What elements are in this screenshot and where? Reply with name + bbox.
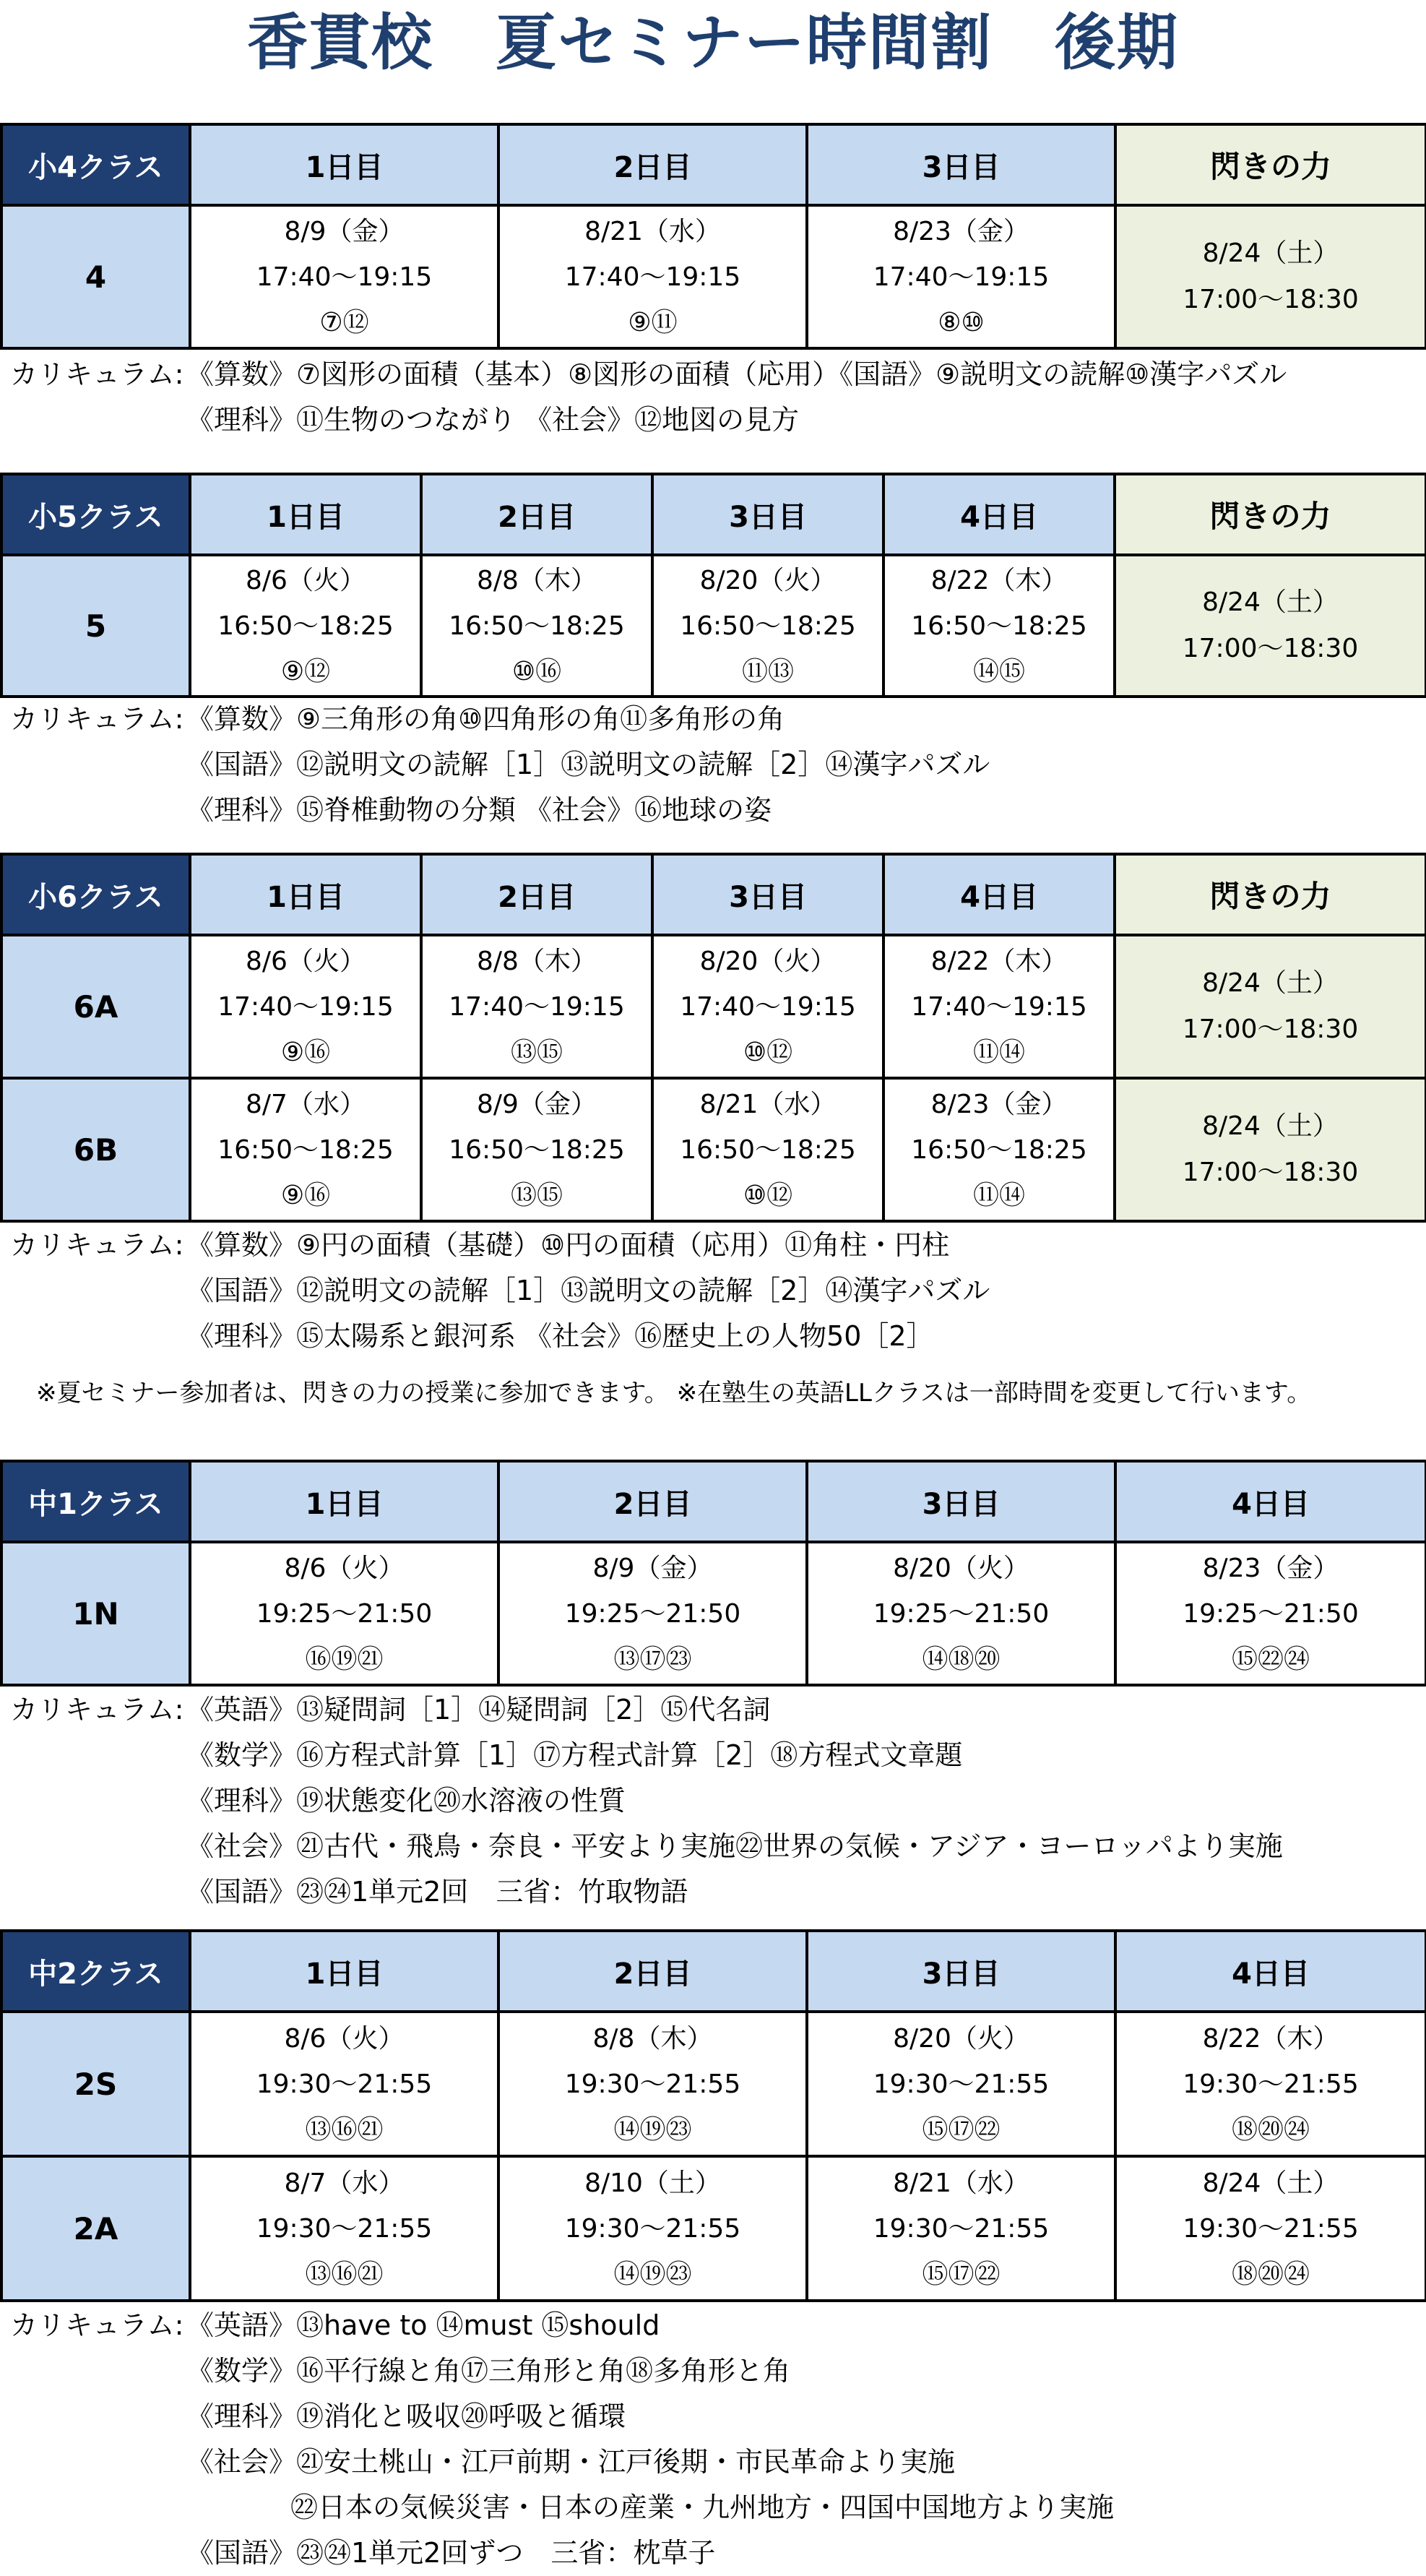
day-header: 1日目 xyxy=(190,1931,498,2012)
day-header: 3日目 xyxy=(807,1461,1115,1542)
session-cell: 8/9（金） 16:50～18:25 ⑬⑮ xyxy=(421,1078,652,1221)
session-cell: 8/21（水） 19:30～21:55 ⑮⑰㉒ xyxy=(807,2156,1115,2301)
session-cell: 8/20（火） 17:40～19:15 ⑩⑫ xyxy=(652,935,883,1078)
session-cell: 8/8（木） 19:30～21:55 ⑭⑲㉓ xyxy=(498,2012,807,2156)
day-header: 1日目 xyxy=(190,124,498,205)
group-label: 1N xyxy=(1,1542,190,1685)
session-cell: 8/22（木） 17:40～19:15 ⑪⑭ xyxy=(883,935,1115,1078)
flash-cell: 8/24（土） 17:00～18:30 xyxy=(1115,205,1426,348)
group-label: 6B xyxy=(1,1078,190,1221)
curriculum-line: 《理科》⑮脊椎動物の分類 《社会》⑯地球の姿 xyxy=(186,794,772,826)
group-label: 2A xyxy=(1,2156,190,2301)
curriculum-line: 《算数》⑦図形の面積（基本）⑧図形の面積（応用）《国語》⑨説明文の読解⑩漢字パズル xyxy=(186,358,1287,390)
session-cell: 8/9（金） 17:40～19:15 ⑦⑫ xyxy=(190,205,498,348)
curriculum-line: 《数学》⑯方程式計算［1］⑰方程式計算［2］⑱方程式文章題 xyxy=(186,1739,963,1771)
day-header: 3日目 xyxy=(807,124,1115,205)
class-name: 中1クラス xyxy=(1,1461,190,1542)
class-name: 小5クラス xyxy=(1,474,190,555)
session-cell: 8/10（土） 19:30～21:55 ⑭⑲㉓ xyxy=(498,2156,807,2301)
day-header: 4日目 xyxy=(1115,1931,1426,2012)
curriculum-line: 《社会》㉑古代・飛鳥・奈良・平安より実施㉒世界の気候・アジア・ヨーロッパより実施 xyxy=(186,1830,1283,1862)
class-name: 小4クラス xyxy=(1,124,190,205)
curriculum-line: 《理科》⑪生物のつながり 《社会》⑫地図の見方 xyxy=(186,404,800,436)
session-cell: 8/20（火） 16:50～18:25 ⑪⑬ xyxy=(652,555,883,697)
flash-header: 閃きの力 xyxy=(1115,854,1426,935)
day-header: 2日目 xyxy=(498,1931,807,2012)
curriculum-line: 《社会》㉑安土桃山・江戸前期・江戸後期・市民革命より実施 xyxy=(186,2446,956,2478)
session-cell: 8/6（火） 19:25～21:50 ⑯⑲㉑ xyxy=(190,1542,498,1685)
curriculum-line: 《英語》⑬have to ⑭must ⑮should xyxy=(186,2309,660,2341)
curriculum-label: カリキュラム: xyxy=(10,358,184,390)
day-header: 3日目 xyxy=(652,474,883,555)
curriculum-line: 《数学》⑯平行線と角⑰三角形と角⑱多角形と角 xyxy=(186,2355,791,2387)
curriculum-line: 《理科》⑲状態変化⑳水溶液の性質 xyxy=(186,1785,626,1817)
curriculum-line: 《国語》㉓㉔1単元2回 三省：竹取物語 xyxy=(186,1876,688,1908)
page-title: 香貫校 夏セミナー時間割 後期 xyxy=(246,7,1179,78)
group-label: 2S xyxy=(1,2012,190,2156)
schedule-table-grade4 xyxy=(0,123,1426,350)
flash-header: 閃きの力 xyxy=(1115,474,1426,555)
session-cell: 8/7（水） 16:50～18:25 ⑨⑯ xyxy=(190,1078,421,1221)
class-name: 中2クラス xyxy=(1,1931,190,2012)
curriculum-line: 《国語》⑫説明文の読解［1］⑬説明文の読解［2］⑭漢字パズル xyxy=(186,749,990,780)
footnote: ※夏セミナー参加者は、閃きの力の授業に参加できます。 ※在塾生の英語LLクラスは一部時間を変更して行います。 xyxy=(36,1379,1312,1408)
schedule-table-grade5 xyxy=(0,473,1426,698)
day-header: 1日目 xyxy=(190,474,421,555)
day-header: 1日目 xyxy=(190,1461,498,1542)
session-cell: 8/8（木） 16:50～18:25 ⑩⑯ xyxy=(421,555,652,697)
session-cell: 8/22（木） 19:30～21:55 ⑱⑳㉔ xyxy=(1115,2012,1426,2156)
curriculum-line: 《理科》⑮太陽系と銀河系 《社会》⑯歴史上の人物50［2］ xyxy=(186,1320,934,1352)
curriculum-label: カリキュラム: xyxy=(10,2309,184,2341)
session-cell: 8/6（火） 16:50～18:25 ⑨⑫ xyxy=(190,555,421,697)
session-cell: 8/6（火） 17:40～19:15 ⑨⑯ xyxy=(190,935,421,1078)
session-cell: 8/23（金） 17:40～19:15 ⑧⑩ xyxy=(807,205,1115,348)
flash-cell: 8/24（土） 17:00～18:30 xyxy=(1115,555,1426,697)
group-label: 6A xyxy=(1,935,190,1078)
day-header: 4日目 xyxy=(883,854,1115,935)
day-header: 2日目 xyxy=(498,124,807,205)
group-label: 4 xyxy=(1,205,190,348)
curriculum-label: カリキュラム: xyxy=(10,1694,184,1726)
day-header: 1日目 xyxy=(190,854,421,935)
curriculum-label: カリキュラム: xyxy=(10,703,184,735)
curriculum-line: ㉒日本の気候災害・日本の産業・九州地方・四国中国地方より実施 xyxy=(290,2491,1115,2523)
flash-cell: 8/24（土） 17:00～18:30 xyxy=(1115,1078,1426,1221)
day-header: 4日目 xyxy=(1115,1461,1426,1542)
session-cell: 8/7（水） 19:30～21:55 ⑬⑯㉑ xyxy=(190,2156,498,2301)
group-label: 5 xyxy=(1,555,190,697)
session-cell: 8/9（金） 19:25～21:50 ⑬⑰㉓ xyxy=(498,1542,807,1685)
schedule-table-grade6 xyxy=(0,853,1426,1223)
day-header: 2日目 xyxy=(421,854,652,935)
session-cell: 8/8（木） 17:40～19:15 ⑬⑮ xyxy=(421,935,652,1078)
curriculum-label: カリキュラム: xyxy=(10,1229,184,1261)
flash-header: 閃きの力 xyxy=(1115,124,1426,205)
curriculum-line: 《国語》⑫説明文の読解［1］⑬説明文の読解［2］⑭漢字パズル xyxy=(186,1275,990,1306)
schedule-table-jh1 xyxy=(0,1460,1426,1687)
session-cell: 8/6（火） 19:30～21:55 ⑬⑯㉑ xyxy=(190,2012,498,2156)
session-cell: 8/21（水） 16:50～18:25 ⑩⑫ xyxy=(652,1078,883,1221)
day-header: 3日目 xyxy=(807,1931,1115,2012)
flash-cell: 8/24（土） 17:00～18:30 xyxy=(1115,935,1426,1078)
schedule-table-jh2 xyxy=(0,1929,1426,2302)
curriculum-line: 《算数》⑨三角形の角⑩四角形の角⑪多角形の角 xyxy=(186,703,785,735)
day-header: 3日目 xyxy=(652,854,883,935)
curriculum-line: 《国語》㉓㉔1単元2回ずつ 三省：枕草子 xyxy=(186,2537,716,2569)
session-cell: 8/21（水） 17:40～19:15 ⑨⑪ xyxy=(498,205,807,348)
day-header: 2日目 xyxy=(498,1461,807,1542)
session-cell: 8/20（火） 19:30～21:55 ⑮⑰㉒ xyxy=(807,2012,1115,2156)
curriculum-line: 《理科》⑲消化と吸収⑳呼吸と循環 xyxy=(186,2400,626,2432)
curriculum-line: 《英語》⑬疑問詞［1］⑭疑問詞［2］⑮代名詞 xyxy=(186,1694,771,1726)
day-header: 2日目 xyxy=(421,474,652,555)
class-name: 小6クラス xyxy=(1,854,190,935)
curriculum-line: 《算数》⑨円の面積（基礎）⑩円の面積（応用）⑪角柱・円柱 xyxy=(186,1229,950,1261)
session-cell: 8/23（金） 19:25～21:50 ⑮㉒㉔ xyxy=(1115,1542,1426,1685)
session-cell: 8/22（木） 16:50～18:25 ⑭⑮ xyxy=(883,555,1115,697)
day-header: 4日目 xyxy=(883,474,1115,555)
session-cell: 8/24（土） 19:30～21:55 ⑱⑳㉔ xyxy=(1115,2156,1426,2301)
session-cell: 8/20（火） 19:25～21:50 ⑭⑱⑳ xyxy=(807,1542,1115,1685)
session-cell: 8/23（金） 16:50～18:25 ⑪⑭ xyxy=(883,1078,1115,1221)
